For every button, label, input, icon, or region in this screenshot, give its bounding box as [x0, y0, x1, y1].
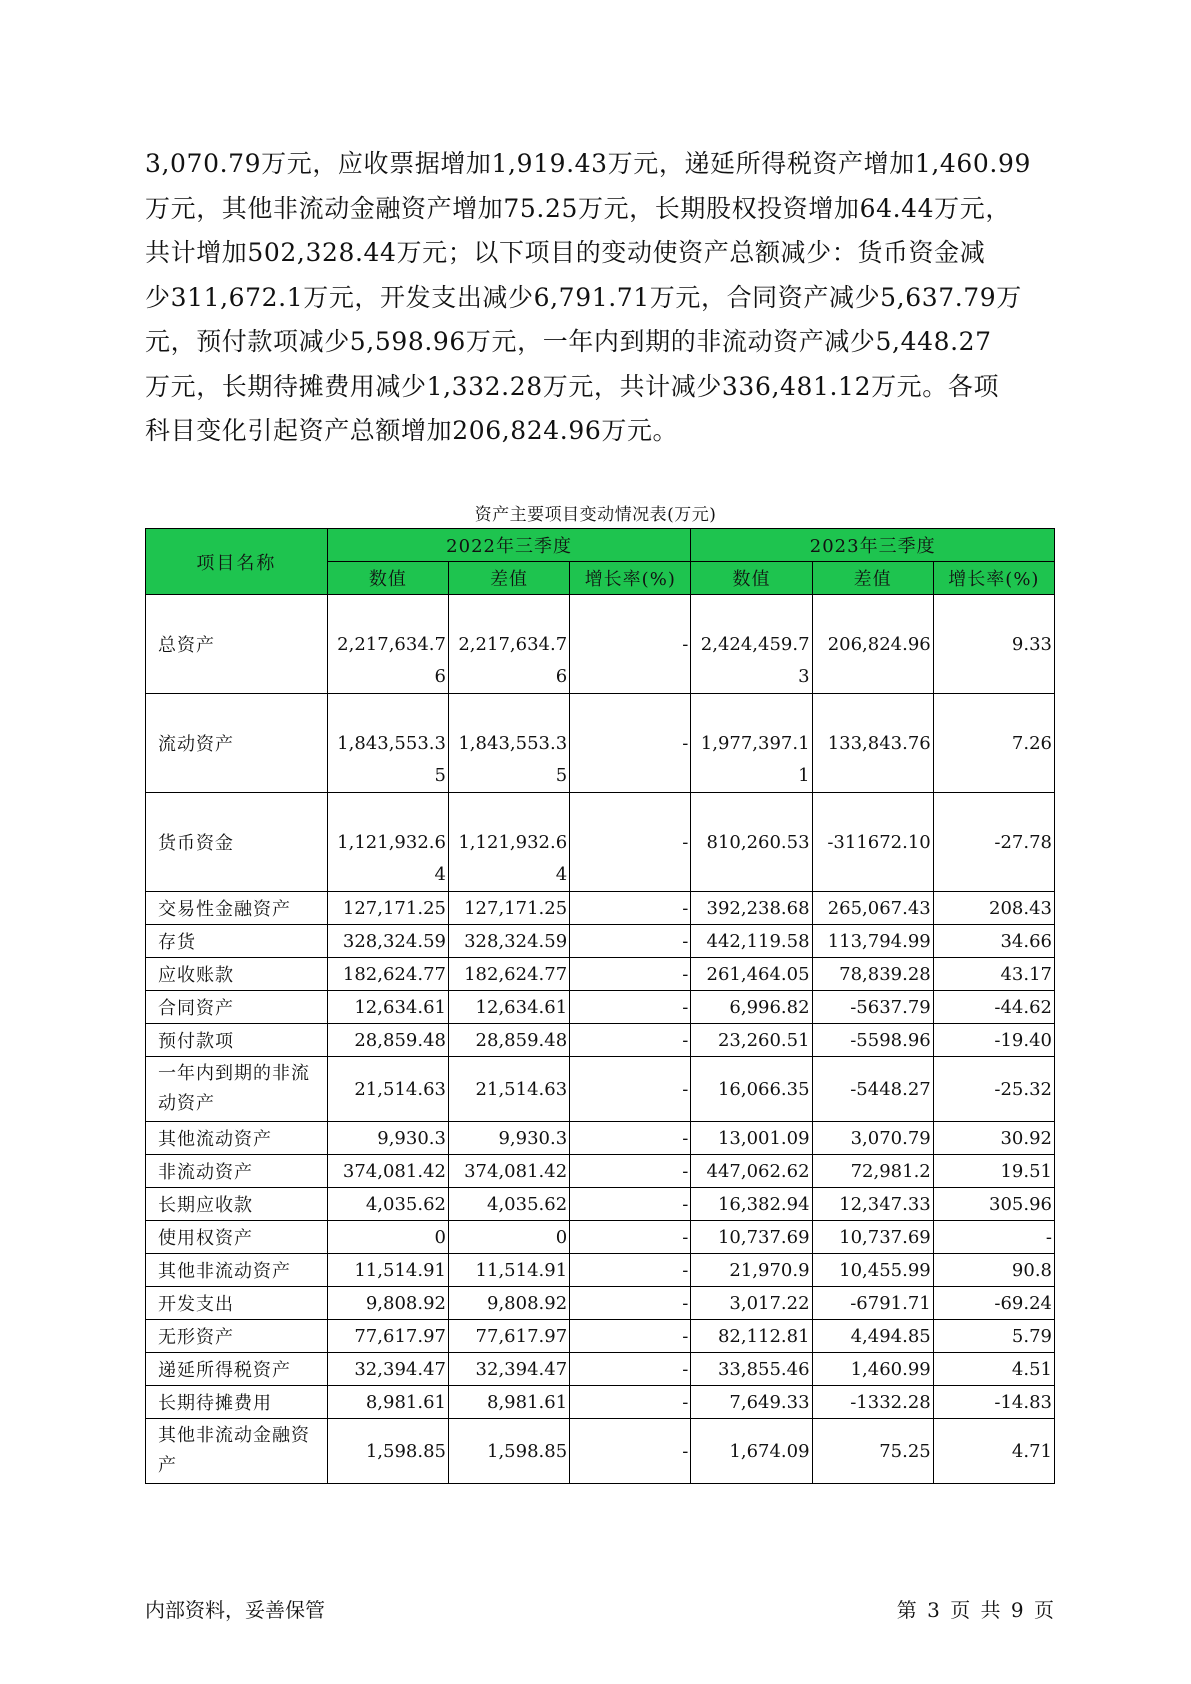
cell-growth-2022: - — [570, 1287, 691, 1320]
cell-growth-2022: - — [570, 1386, 691, 1419]
column-header-growth-2022: 增长率(%) — [570, 562, 691, 595]
paragraph-line: 科目变化引起资产总额增加206,824.96万元。 — [145, 416, 679, 445]
cell-diff-2022: 9,808.92 — [448, 1287, 569, 1320]
table-row — [146, 1320, 1055, 1353]
cell-diff-2022: 8,981.61 — [448, 1386, 569, 1419]
cell-growth-2022: - — [570, 1188, 691, 1221]
cell-diff-2023: 206,824.96 — [812, 595, 933, 694]
cell-growth-2022: - — [570, 793, 691, 892]
cell-diff-2023: 10,737.69 — [812, 1221, 933, 1254]
table-row — [146, 1024, 1055, 1057]
cell-growth-2022: - — [570, 1122, 691, 1155]
body-paragraph — [145, 142, 1055, 454]
cell-growth-2023: 30.92 — [933, 1122, 1054, 1155]
cell-growth-2022: - — [570, 925, 691, 958]
row-name: 长期待摊费用 — [146, 1386, 328, 1419]
row-name: 其他流动资产 — [146, 1122, 328, 1155]
cell-diff-2022: 1,843,553.35 — [448, 694, 569, 793]
table-row — [146, 1353, 1055, 1386]
cell-diff-2022: 2,217,634.76 — [448, 595, 569, 694]
cell-growth-2022: - — [570, 1320, 691, 1353]
cell-growth-2023: -25.32 — [933, 1057, 1054, 1122]
cell-diff-2023: 4,494.85 — [812, 1320, 933, 1353]
cell-value-2023: 392,238.68 — [691, 892, 812, 925]
cell-growth-2022: - — [570, 991, 691, 1024]
cell-growth-2022: - — [570, 694, 691, 793]
cell-value-2022: 0 — [327, 1221, 448, 1254]
column-header-diff-2023: 差值 — [812, 562, 933, 595]
cell-value-2023: 261,464.05 — [691, 958, 812, 991]
cell-value-2022: 32,394.47 — [327, 1353, 448, 1386]
cell-growth-2023: -44.62 — [933, 991, 1054, 1024]
cell-diff-2023: 10,455.99 — [812, 1254, 933, 1287]
cell-value-2022: 1,843,553.35 — [327, 694, 448, 793]
cell-growth-2023: 4.71 — [933, 1419, 1054, 1484]
row-name: 无形资产 — [146, 1320, 328, 1353]
cell-growth-2022: - — [570, 892, 691, 925]
cell-value-2023: 21,970.9 — [691, 1254, 812, 1287]
cell-diff-2022: 11,514.91 — [448, 1254, 569, 1287]
row-name: 其他非流动金融资产 — [146, 1419, 328, 1484]
cell-diff-2022: 328,324.59 — [448, 925, 569, 958]
cell-growth-2022: - — [570, 1155, 691, 1188]
cell-diff-2023: 265,067.43 — [812, 892, 933, 925]
cell-value-2022: 127,171.25 — [327, 892, 448, 925]
cell-growth-2023: - — [933, 1221, 1054, 1254]
cell-value-2023: 6,996.82 — [691, 991, 812, 1024]
column-header-value-2022: 数值 — [327, 562, 448, 595]
row-name: 开发支出 — [146, 1287, 328, 1320]
cell-diff-2023: 75.25 — [812, 1419, 933, 1484]
table-row — [146, 1155, 1055, 1188]
table-row — [146, 1122, 1055, 1155]
cell-value-2023: 13,001.09 — [691, 1122, 812, 1155]
cell-value-2022: 9,930.3 — [327, 1122, 448, 1155]
cell-value-2023: 1,977,397.11 — [691, 694, 812, 793]
paragraph-line: 万元，其他非流动金融资产增加75.25万元，长期股权投资增加64.44万元， — [145, 193, 1011, 223]
table-row — [146, 892, 1055, 925]
cell-value-2022: 182,624.77 — [327, 958, 448, 991]
cell-value-2022: 1,598.85 — [327, 1419, 448, 1484]
row-name: 总资产 — [146, 595, 328, 694]
cell-value-2022: 21,514.63 — [327, 1057, 448, 1122]
cell-diff-2023: 1,460.99 — [812, 1353, 933, 1386]
row-name: 长期应收款 — [146, 1188, 328, 1221]
cell-diff-2023: 113,794.99 — [812, 925, 933, 958]
cell-diff-2022: 4,035.62 — [448, 1188, 569, 1221]
paragraph-line: 万元，长期待摊费用减少1,332.28万元，共计减少336,481.12万元。各项 — [145, 371, 1000, 401]
paragraph-line: 少311,672.1万元，开发支出减少6,791.71万元，合同资产减少5,637.79万 — [145, 282, 1022, 312]
cell-growth-2023: 43.17 — [933, 958, 1054, 991]
cell-value-2023: 442,119.58 — [691, 925, 812, 958]
table-row — [146, 1221, 1055, 1254]
cell-diff-2022: 0 — [448, 1221, 569, 1254]
cell-growth-2023: -27.78 — [933, 793, 1054, 892]
row-name: 货币资金 — [146, 793, 328, 892]
cell-diff-2023: 133,843.76 — [812, 694, 933, 793]
table-row — [146, 694, 1055, 793]
row-name: 存货 — [146, 925, 328, 958]
cell-value-2022: 28,859.48 — [327, 1024, 448, 1057]
cell-value-2022: 9,808.92 — [327, 1287, 448, 1320]
cell-diff-2022: 28,859.48 — [448, 1024, 569, 1057]
column-header-diff-2022: 差值 — [448, 562, 569, 595]
row-name: 预付款项 — [146, 1024, 328, 1057]
table-caption: 资产主要项目变动情况表(万元) — [474, 505, 717, 525]
page-number: 第 3 页 共 9 页 — [896, 1598, 1054, 1622]
row-name: 流动资产 — [146, 694, 328, 793]
cell-growth-2023: 9.33 — [933, 595, 1054, 694]
cell-value-2023: 7,649.33 — [691, 1386, 812, 1419]
cell-growth-2023: -14.83 — [933, 1386, 1054, 1419]
asset-change-table — [145, 528, 1055, 1484]
cell-diff-2022: 77,617.97 — [448, 1320, 569, 1353]
table-row — [146, 1188, 1055, 1221]
table-row — [146, 1419, 1055, 1484]
cell-growth-2023: 34.66 — [933, 925, 1054, 958]
paragraph-line: 共计增加502,328.44万元；以下项目的变动使资产总额减少：货币资金减 — [145, 238, 986, 267]
cell-diff-2022: 9,930.3 — [448, 1122, 569, 1155]
cell-diff-2022: 1,598.85 — [448, 1419, 569, 1484]
cell-diff-2022: 21,514.63 — [448, 1057, 569, 1122]
paragraph-line: 元，预付款项减少5,598.96万元，一年内到期的非流动资产减少5,448.27 — [145, 327, 992, 356]
cell-growth-2022: - — [570, 1419, 691, 1484]
cell-diff-2023: 78,839.28 — [812, 958, 933, 991]
row-name: 合同资产 — [146, 991, 328, 1024]
table-row — [146, 958, 1055, 991]
table-row — [146, 1057, 1055, 1122]
cell-value-2022: 8,981.61 — [327, 1386, 448, 1419]
cell-diff-2022: 32,394.47 — [448, 1353, 569, 1386]
cell-growth-2022: - — [570, 1353, 691, 1386]
cell-diff-2023: -311672.10 — [812, 793, 933, 892]
cell-value-2022: 12,634.61 — [327, 991, 448, 1024]
column-header-growth-2023: 增长率(%) — [933, 562, 1054, 595]
cell-growth-2022: - — [570, 958, 691, 991]
row-name: 其他非流动资产 — [146, 1254, 328, 1287]
column-header-value-2023: 数值 — [691, 562, 812, 595]
paragraph-line: 3,070.79万元，应收票据增加1,919.43万元，递延所得税资产增加1,460.99 — [145, 149, 1031, 178]
cell-value-2023: 16,066.35 — [691, 1057, 812, 1122]
cell-value-2023: 3,017.22 — [691, 1287, 812, 1320]
row-name: 递延所得税资产 — [146, 1353, 328, 1386]
cell-value-2023: 16,382.94 — [691, 1188, 812, 1221]
table-row — [146, 925, 1055, 958]
row-name: 交易性金融资产 — [146, 892, 328, 925]
table-row — [146, 1254, 1055, 1287]
table-row — [146, 793, 1055, 892]
cell-value-2022: 374,081.42 — [327, 1155, 448, 1188]
cell-diff-2023: 72,981.2 — [812, 1155, 933, 1188]
row-name: 使用权资产 — [146, 1221, 328, 1254]
cell-value-2023: 810,260.53 — [691, 793, 812, 892]
cell-growth-2023: 5.79 — [933, 1320, 1054, 1353]
cell-value-2022: 2,217,634.76 — [327, 595, 448, 694]
cell-value-2022: 328,324.59 — [327, 925, 448, 958]
row-name: 一年内到期的非流动资产 — [146, 1057, 328, 1122]
period-header-2022q3: 2022年三季度 — [327, 529, 691, 562]
cell-diff-2022: 1,121,932.64 — [448, 793, 569, 892]
cell-growth-2022: - — [570, 595, 691, 694]
period-header-2023q3: 2023年三季度 — [691, 529, 1055, 562]
cell-value-2022: 11,514.91 — [327, 1254, 448, 1287]
cell-growth-2023: 305.96 — [933, 1188, 1054, 1221]
cell-growth-2023: -69.24 — [933, 1287, 1054, 1320]
cell-diff-2023: -1332.28 — [812, 1386, 933, 1419]
cell-value-2023: 2,424,459.73 — [691, 595, 812, 694]
cell-growth-2023: 208.43 — [933, 892, 1054, 925]
cell-growth-2022: - — [570, 1221, 691, 1254]
cell-diff-2023: -5448.27 — [812, 1057, 933, 1122]
cell-diff-2022: 374,081.42 — [448, 1155, 569, 1188]
cell-diff-2022: 127,171.25 — [448, 892, 569, 925]
table-row — [146, 1386, 1055, 1419]
cell-growth-2022: - — [570, 1254, 691, 1287]
cell-growth-2022: - — [570, 1057, 691, 1122]
cell-value-2023: 10,737.69 — [691, 1221, 812, 1254]
row-name: 应收账款 — [146, 958, 328, 991]
cell-diff-2023: 12,347.33 — [812, 1188, 933, 1221]
cell-growth-2023: -19.40 — [933, 1024, 1054, 1057]
cell-growth-2023: 7.26 — [933, 694, 1054, 793]
cell-growth-2023: 4.51 — [933, 1353, 1054, 1386]
cell-value-2023: 82,112.81 — [691, 1320, 812, 1353]
table-row — [146, 595, 1055, 694]
cell-diff-2023: 3,070.79 — [812, 1122, 933, 1155]
cell-value-2023: 447,062.62 — [691, 1155, 812, 1188]
row-name: 非流动资产 — [146, 1155, 328, 1188]
cell-diff-2023: -6791.71 — [812, 1287, 933, 1320]
cell-value-2022: 1,121,932.64 — [327, 793, 448, 892]
cell-diff-2023: -5598.96 — [812, 1024, 933, 1057]
cell-growth-2023: 19.51 — [933, 1155, 1054, 1188]
cell-value-2023: 23,260.51 — [691, 1024, 812, 1057]
cell-growth-2023: 90.8 — [933, 1254, 1054, 1287]
cell-value-2023: 1,674.09 — [691, 1419, 812, 1484]
cell-value-2023: 33,855.46 — [691, 1353, 812, 1386]
footer-confidential-note: 内部资料，妥善保管 — [145, 1598, 325, 1622]
column-header-item-name: 项目名称 — [146, 529, 328, 595]
cell-value-2022: 77,617.97 — [327, 1320, 448, 1353]
cell-value-2022: 4,035.62 — [327, 1188, 448, 1221]
cell-diff-2022: 182,624.77 — [448, 958, 569, 991]
table-row — [146, 991, 1055, 1024]
cell-diff-2022: 12,634.61 — [448, 991, 569, 1024]
table-row — [146, 1287, 1055, 1320]
cell-diff-2023: -5637.79 — [812, 991, 933, 1024]
cell-growth-2022: - — [570, 1024, 691, 1057]
